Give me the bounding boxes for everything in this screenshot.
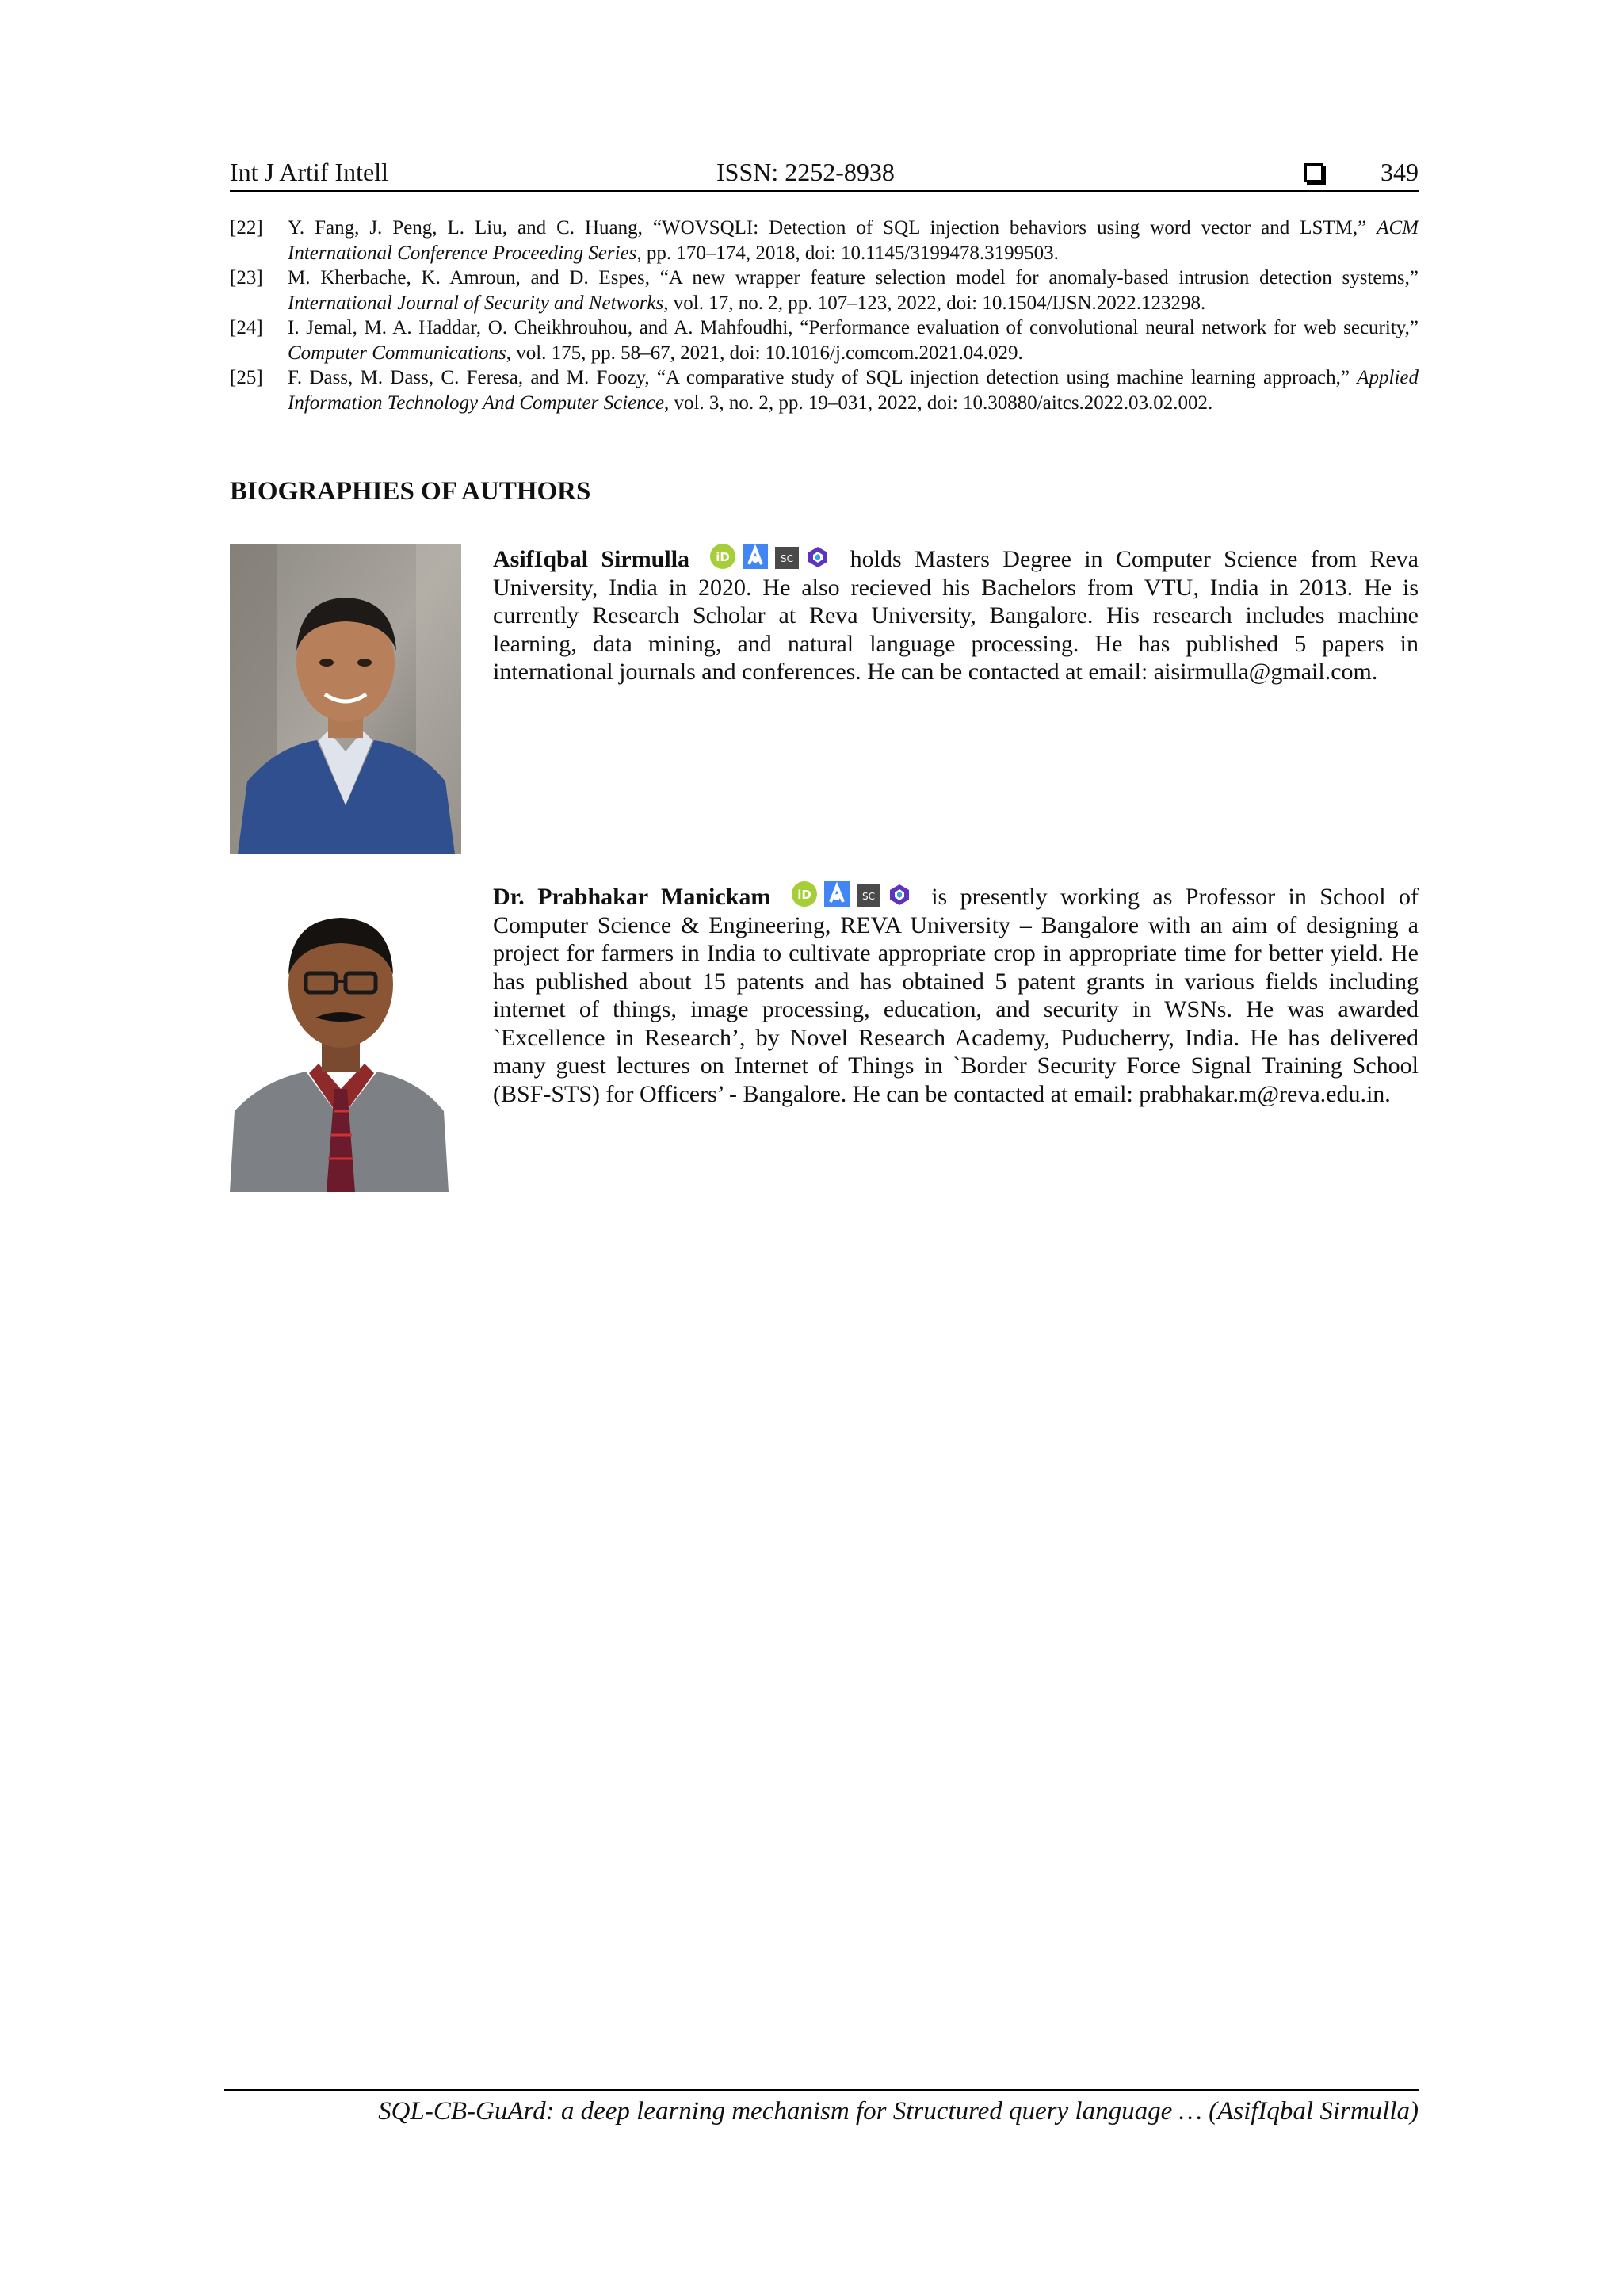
reference-item — [230, 216, 1419, 266]
scopus-label: SC — [781, 553, 794, 564]
orcid-icon[interactable] — [710, 544, 735, 569]
issn: ISSN: 2252-8938 — [716, 158, 895, 186]
running-footer — [224, 2089, 1419, 2126]
reference-item — [230, 266, 1419, 315]
author-name: AsifIqbal Sirmulla — [493, 546, 690, 572]
publons-icon[interactable] — [806, 545, 830, 569]
scopus-icon[interactable] — [857, 884, 880, 907]
reference-authors-title: Y. Fang, J. Peng, L. Liu, and C. Huang, “WOVSQLI: Detection of SQL injection behaviors using word vector and LSTM,” — [288, 217, 1377, 239]
reference-details: , vol. 17, no. 2, pp. 107–123, 2022, doi: 10.1504/IJSN.2022.123298. — [663, 292, 1206, 314]
reference-number: [25] — [230, 367, 263, 388]
reference-venue: Computer Communications — [288, 342, 506, 364]
journal-name: Int J Artif Intell — [230, 158, 388, 186]
reference-number: [23] — [230, 267, 263, 288]
reference-authors-title: F. Dass, M. Dass, C. Feresa, and M. Foozy, “A comparative study of SQL injection detection using machine learning approach,” — [288, 367, 1358, 388]
square-bullet-icon — [1304, 163, 1323, 182]
publons-icon[interactable] — [888, 883, 911, 907]
running-header — [230, 155, 1419, 192]
orcid-icon[interactable] — [792, 881, 817, 907]
author-bio-body: holds Masters Degree in Computer Science from Reva University, India in 2020. He also recieved his Bachelors from VTU, India in 2013. He is currently Research Scholar at Reva University, Bangalore. His research includes machine learning, data mining, and natural language processing. He has published 5 papers in international journals and conferences. He can be contacted at email: aisirmulla@gmail.com. — [493, 546, 1419, 685]
author-photo — [230, 881, 461, 1192]
reference-item — [230, 315, 1419, 365]
orcid-label: iD — [796, 888, 812, 902]
reference-details: , vol. 3, no. 2, pp. 19–031, 2022, doi: 10.30880/aitcs.2022.03.02.002. — [663, 392, 1213, 414]
reference-venue: Applied Information Technology And Computer Science — [288, 367, 1419, 414]
reference-authors-title: M. Kherbache, K. Amroun, and D. Espes, “A new wrapper feature selection model for anomaly-based intrusion detection systems,” — [288, 267, 1419, 288]
google-scholar-icon[interactable] — [824, 881, 850, 907]
footer-text: SQL-CB-GuArd: a deep learning mechanism for Structured query language … (AsifIqbal Sirmulla) — [378, 2097, 1419, 2126]
reference-authors-title: I. Jemal, M. A. Haddar, O. Cheikhrouhou, and A. Mahfoudhi, “Performance evaluation of convolutional neural network for web security,” — [288, 317, 1419, 338]
reference-details: , pp. 170–174, 2018, doi: 10.1145/3199478.3199503. — [636, 242, 1059, 264]
page-number: 349 — [1381, 158, 1419, 186]
author-bio-text — [493, 544, 1419, 686]
scopus-icon[interactable] — [775, 547, 799, 569]
reference-number: [24] — [230, 317, 263, 338]
author-photo — [230, 544, 461, 854]
author-bio-1 — [230, 544, 1419, 854]
reference-number: [22] — [230, 217, 263, 239]
author-bio-text — [493, 881, 1419, 1108]
reference-list — [230, 216, 1419, 415]
reference-item — [230, 365, 1419, 415]
author-name: Dr. Prabhakar Manickam — [493, 884, 771, 910]
biographies-heading: BIOGRAPHIES OF AUTHORS — [230, 477, 591, 506]
author-bio-body: is presently working as Professor in School of Computer Science & Engineering, REVA University – Bangalore with an aim of designing a project for farmers in India to cultivate appropriate crop in appropriate time for better yield. He has published about 15 patents and has obtained 5 patent grants in various fields including internet of things, image processing, education, and security in WSNs. He was awarded `Excellence in Research’, by Novel Research Academy, Puducherry, India. He has delivered many guest lectures on Internet of Things in `Border Security Force Signal Training School (BSF-STS) for Officers’ - Bangalore. He can be contacted at email: prabhakar.m@reva.edu.in. — [493, 884, 1419, 1107]
scopus-label: SC — [861, 891, 875, 902]
reference-venue: International Journal of Security and Networks — [288, 292, 664, 314]
author-bio-2 — [230, 881, 1419, 1192]
reference-venue: ACM International Conference Proceeding Series — [288, 217, 1419, 264]
reference-details: , vol. 175, pp. 58–67, 2021, doi: 10.1016/j.comcom.2021.04.029. — [506, 342, 1023, 364]
google-scholar-icon[interactable] — [743, 544, 768, 569]
orcid-label: iD — [716, 550, 731, 564]
